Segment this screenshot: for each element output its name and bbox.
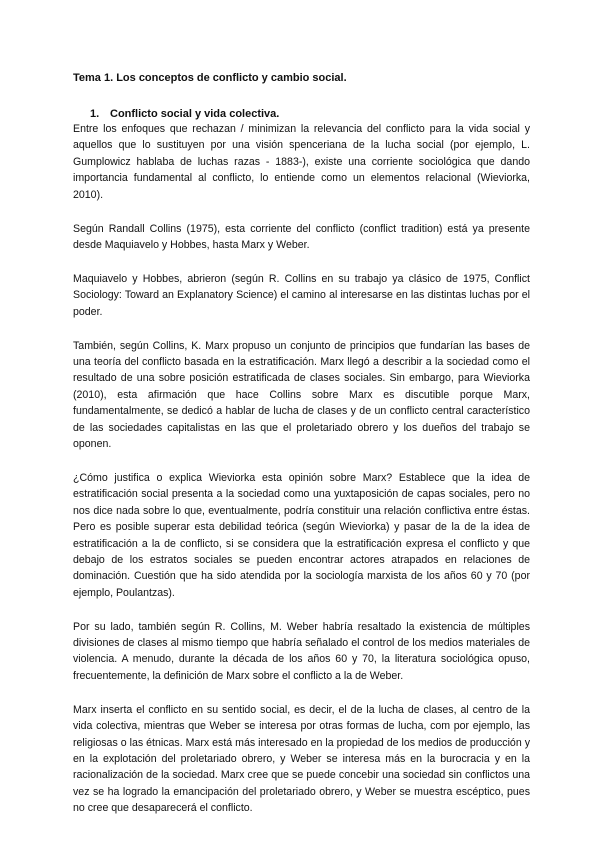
- paragraph: Marx inserta el conflicto en su sentido social, es decir, el de la lucha de clases, al centro de la vida colectiva, mientras que Weber se interesa por otras formas de lucha, com por ejemplo, las religiosas o las étnicas. Marx está más interesado en la propiedad de los medios de producción y en la explotación del proletariado obrero, y Weber se interesa más en la burocracia y en la racionalización de la sociedad. Marx cree que se puede concebir una sociedad sin conflictos una vez se ha logrado la emancipación del proletariado obrero, y Weber se muestra escéptico, pues no cree que desaparecerá el conflicto.: [73, 703, 530, 815]
- page-title: Tema 1. Los conceptos de conflicto y cambio social.: [73, 72, 347, 84]
- paragraph: También, según Collins, K. Marx propuso un conjunto de principios que fundarían las bases de una teoría del conflicto basada en la estratificación. Marx llegó a describir a la sociedad como el resultado de una sobre posición estratificada de clases sociales. Sin embargo, para Wieviorka (2010), esta afirmación que hace Collins sobre Marx es discutible porque Marx, fundamentalmente, se dedicó a hablar de lucha de clases y de un conflicto central característico de las sociedades capitalistas en las que el proletariado obrero y los dueños del trabajo se oponen.: [73, 339, 530, 450]
- paragraph: Maquiavelo y Hobbes, abrieron (según R. Collins en su trabajo ya clásico de 1975, Conflict Sociology: Toward an Explanatory Science) el camino al interesarse en las distintas luchas por el poder.: [73, 272, 530, 318]
- paragraph: Por su lado, también según R. Collins, M. Weber habría resaltado la existencia de múltiples divisiones de clases al mismo tiempo que habría señalado el control de los medios materiales de violencia. A menudo, durante la década de los años 60 y 70, la literatura sociológica opuso, frecuentemente, la definición de Marx sobre el conflicto a la de Weber.: [73, 620, 530, 682]
- paragraph: Entre los enfoques que rechazan / minimizan la relevancia del conflicto para la vida social y aquellos que lo sustituyen por una visión spenceriana de la lucha social (por ejemplo, L. Gumplowicz hablaba de luchas razas - 1883-), existe una corriente sociológica que dando importancia fundamental al conflicto, lo entiende como un elementos relacional (Wieviorka, 2010).: [73, 123, 530, 201]
- section-number: 1.: [90, 108, 100, 120]
- section-heading-text: Conflicto social y vida colectiva.: [110, 108, 280, 120]
- section-heading: [73, 107, 530, 121]
- paragraph: Según Randall Collins (1975), esta corriente del conflicto (conflict tradition) está ya presente desde Maquiavelo y Hobbes, hasta Marx y Weber.: [73, 222, 530, 251]
- paragraph: ¿Cómo justifica o explica Wieviorka esta opinión sobre Marx? Establece que la idea de estratificación social presenta a la sociedad como una yuxtaposición de capas sociales, pero no nos dice nada sobre lo que, eventualmente, podría constituir una relación conflictiva entre éstas. Pero es posible superar esta debilidad teórica (según Wieviorka) y pasar de la de la idea de estratificación a la de conflicto, si se considera que la estratificación expresa el conflicto y que debajo de los estratos sociales se pueden encontrar actores atrapados en relaciones de dominación. Cuestión que ha sido atendida por la sociología marxista de los años 60 y 70 (por ejemplo, Poulantzas).: [73, 471, 530, 599]
